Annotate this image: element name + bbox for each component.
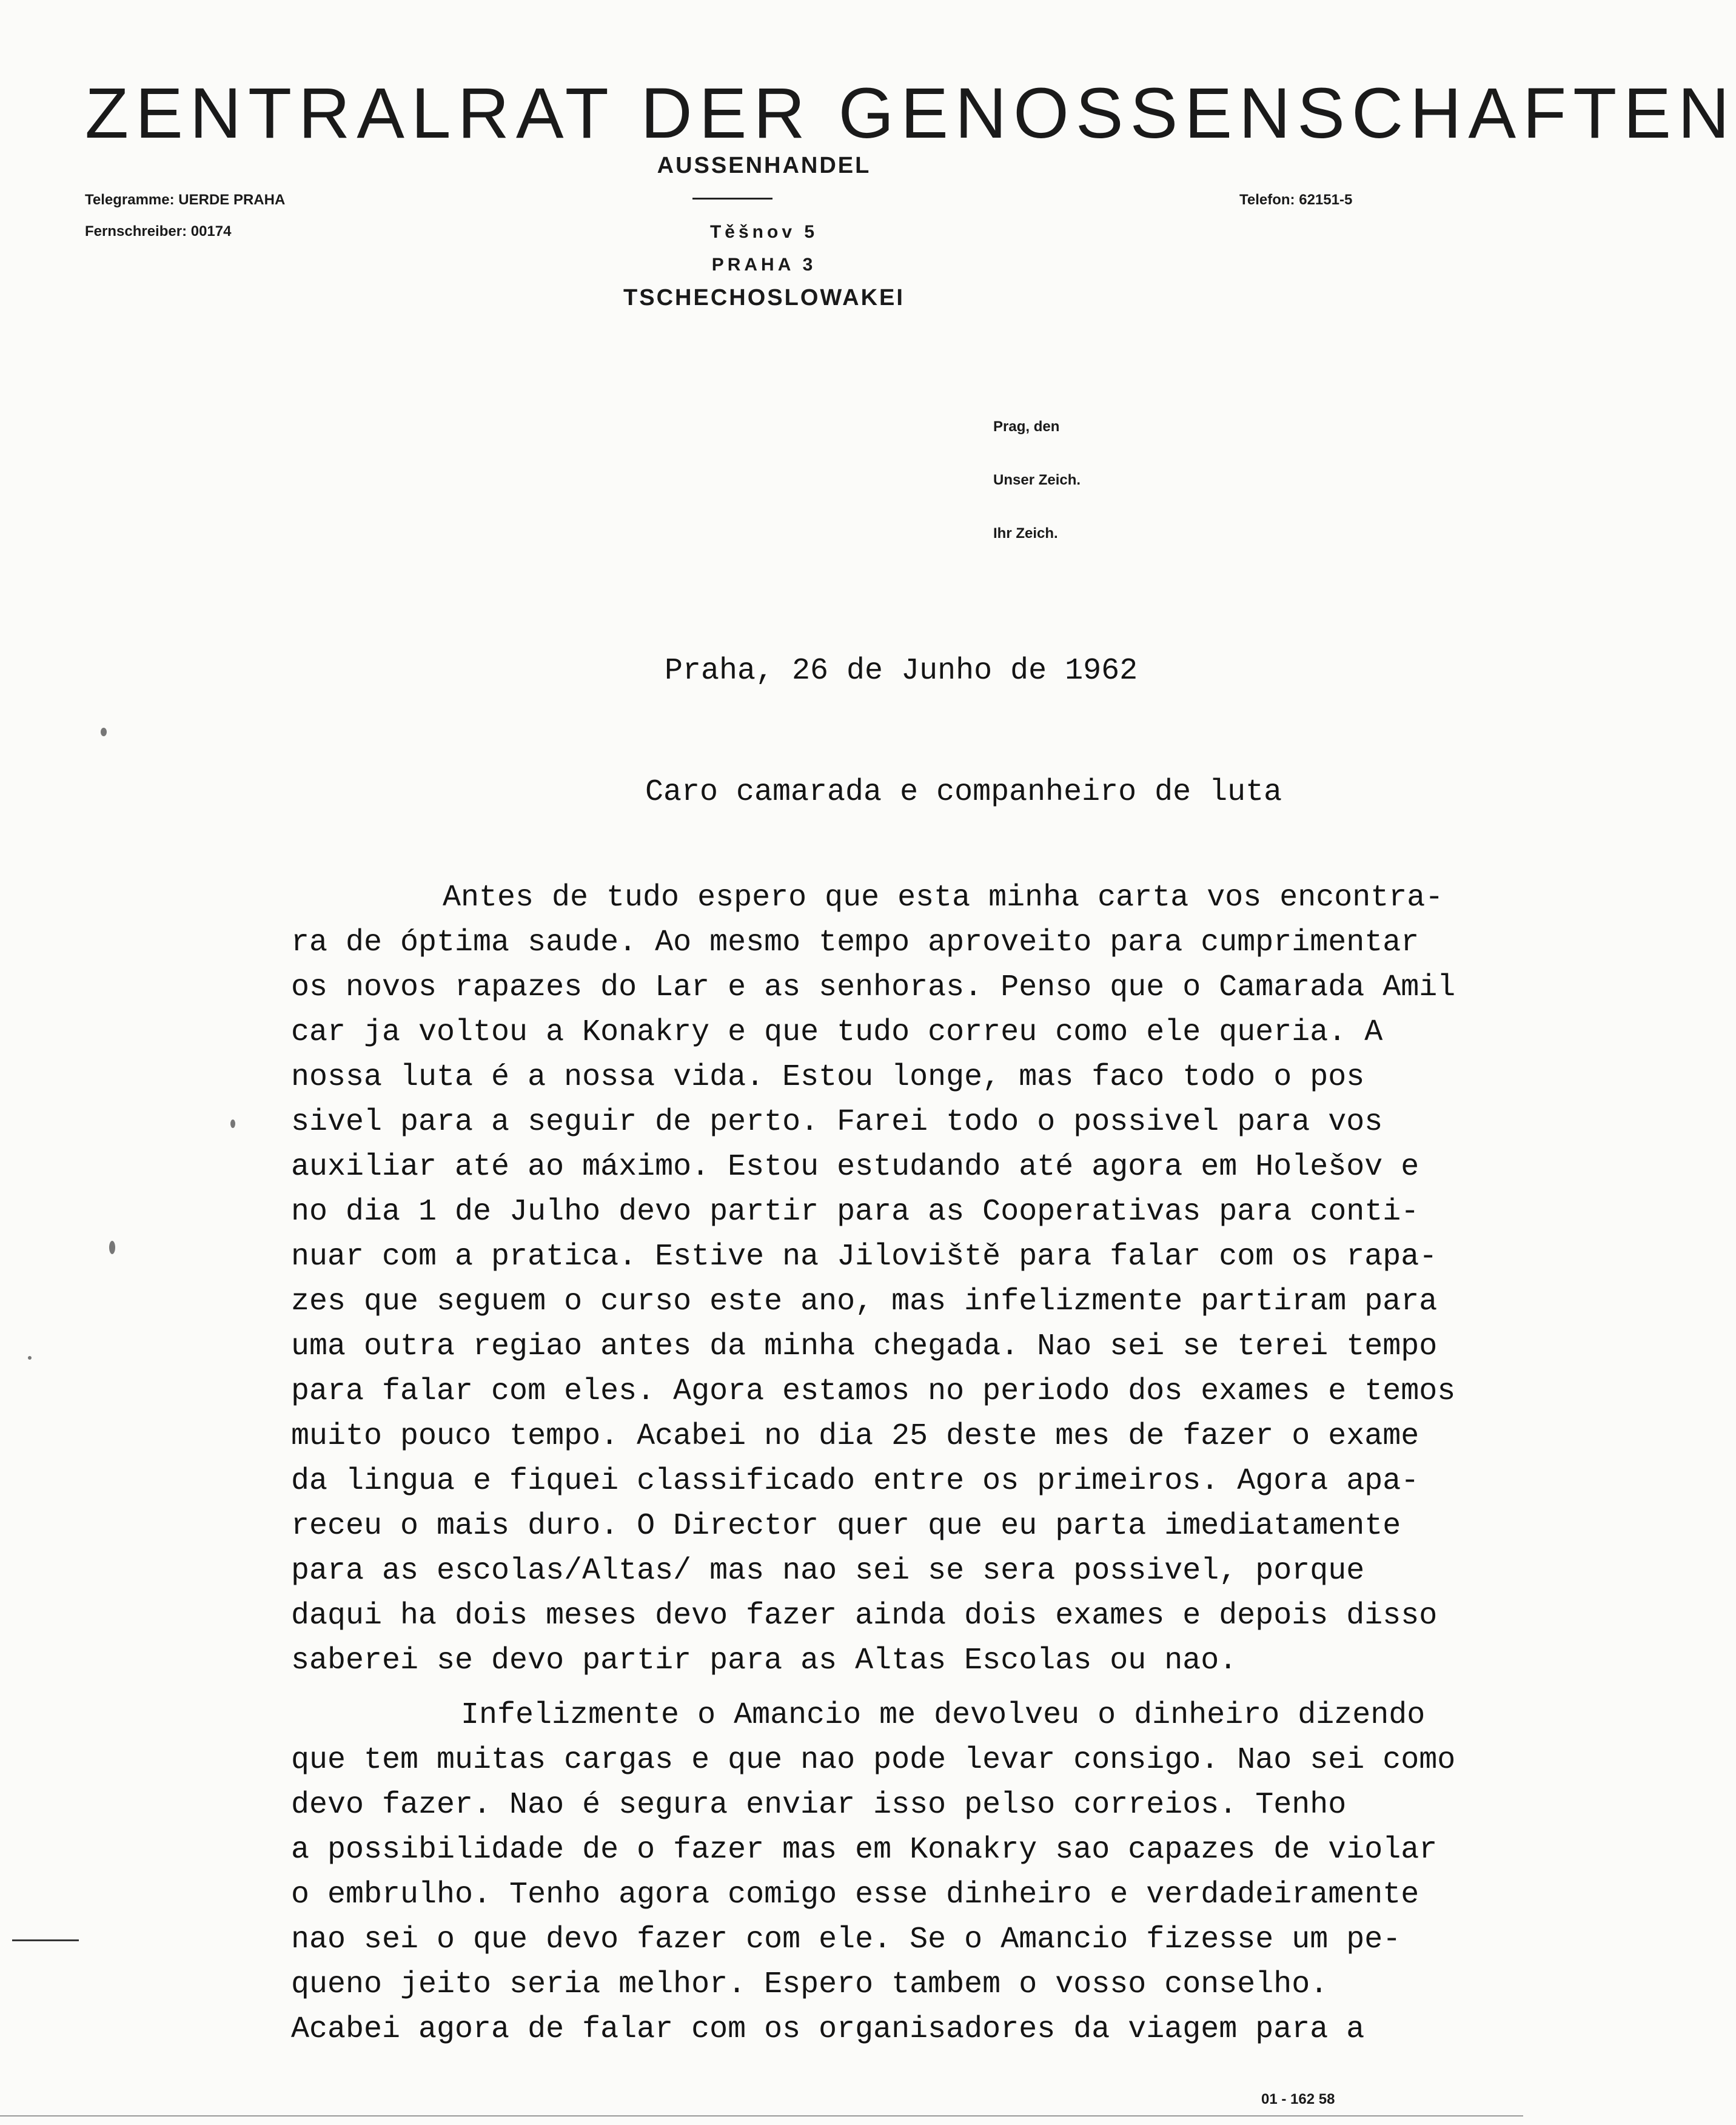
- paragraph-line: queno jeito seria melhor. Espero tambem o vosso conselho.: [291, 1967, 1329, 2002]
- paragraph-line: ra de óptima saude. Ao mesmo tempo aproveito para cumprimentar: [291, 925, 1419, 960]
- letterhead-telex: Fernschreiber: 00174: [85, 223, 232, 240]
- letterhead-city: PRAHA 3: [711, 255, 817, 275]
- paragraph-line: car ja voltou a Konakry e que tudo correu como ele queria. A: [291, 1015, 1383, 1050]
- paragraph-line: muito pouco tempo. Acabei no dia 25 deste mes de fazer o exame: [291, 1419, 1419, 1454]
- letterhead-department: AUSSENHANDEL: [657, 153, 871, 178]
- letterhead-country: TSCHECHOSLOWAKEI: [623, 285, 905, 311]
- paragraph-line: para falar com eles. Agora estamos no periodo dos exames e temos: [291, 1374, 1456, 1409]
- paragraph-line: o embrulho. Tenho agora comigo esse dinheiro e verdadeiramente: [291, 1878, 1419, 1912]
- letterhead-divider: [692, 198, 772, 200]
- paragraph-line: Infelizmente o Amancio me devolveu o dinheiro dizendo: [461, 1698, 1426, 1733]
- paragraph-line: que tem muitas cargas e que nao pode levar consigo. Nao sei como: [291, 1743, 1456, 1778]
- paragraph-line: daqui ha dois meses devo fazer ainda dois exames e depois disso: [291, 1599, 1438, 1633]
- paragraph-line: uma outra regiao antes da minha chegada. Nao sei se terei tempo: [291, 1329, 1438, 1364]
- paragraph-line: no dia 1 de Julho devo partir para as Cooperativas para conti-: [291, 1195, 1419, 1229]
- paragraph-line: nossa luta é a nossa vida. Estou longe, mas faco todo o pos: [291, 1060, 1365, 1095]
- paragraph-line: nao sei o que devo fazer com ele. Se o Amancio fizesse um pe-: [291, 1922, 1401, 1957]
- letterhead-phone: Telefon: 62151-5: [1239, 192, 1353, 208]
- paragraph-line: sivel para a seguir de perto. Farei todo o possivel para vos: [291, 1105, 1383, 1140]
- paragraph-line: para as escolas/Altas/ mas nao sei se sera possivel, porque: [291, 1554, 1365, 1588]
- paragraph-line: da lingua e fiquei classificado entre os primeiros. Agora apa-: [291, 1464, 1419, 1499]
- letterhead-telegram: Telegramme: UERDE PRAHA: [85, 192, 286, 208]
- scan-speck: [230, 1120, 235, 1128]
- paragraph-line: devo fazer. Nao é segura enviar isso pelso correios. Tenho: [291, 1788, 1347, 1822]
- letterhead-title: ZENTRALRAT DER GENOSSENSCHAFTEN: [85, 73, 1736, 153]
- paragraph-line: nuar com a pratica. Estive na Jiloviště para falar com os rapa-: [291, 1240, 1438, 1274]
- letter-date-line: Praha, 26 de Junho de 1962: [665, 654, 1138, 688]
- paragraph-line: a possibilidade de o fazer mas em Konakry sao capazes de violar: [291, 1833, 1438, 1867]
- paragraph-line: auxiliar até ao máximo. Estou estudando até agora em Holešov e: [291, 1150, 1419, 1184]
- paragraph-line: Acabei agora de falar com os organisadores da viagem para a: [291, 2012, 1365, 2047]
- paragraph-line: zes que seguem o curso este ano, mas infelizmente partiram para: [291, 1284, 1438, 1319]
- paragraph-line: receu o mais duro. O Director quer que eu parta imediatamente: [291, 1509, 1401, 1543]
- reference-your-ref: Ihr Zeich.: [993, 525, 1058, 542]
- scan-speck: [109, 1241, 115, 1254]
- scan-mark: [12, 1939, 79, 1941]
- letterhead-street: Těšnov 5: [709, 222, 819, 242]
- paragraph-line: saberei se devo partir para as Altas Escolas ou nao.: [291, 1643, 1238, 1678]
- reference-our-ref: Unser Zeich.: [993, 472, 1081, 488]
- scan-speck: [28, 1356, 32, 1360]
- paragraph-line: Antes de tudo espero que esta minha carta vos encontra-: [443, 881, 1444, 915]
- scan-edge: [0, 2115, 1523, 2117]
- letter-salutation: Caro camarada e companheiro de luta: [645, 775, 1282, 810]
- paragraph-line: os novos rapazes do Lar e as senhoras. Penso que o Camarada Amil: [291, 970, 1456, 1005]
- archive-stamp: 01 - 162 58: [1261, 2091, 1335, 2107]
- scan-speck: [101, 728, 107, 736]
- reference-place-date: Prag, den: [993, 418, 1060, 435]
